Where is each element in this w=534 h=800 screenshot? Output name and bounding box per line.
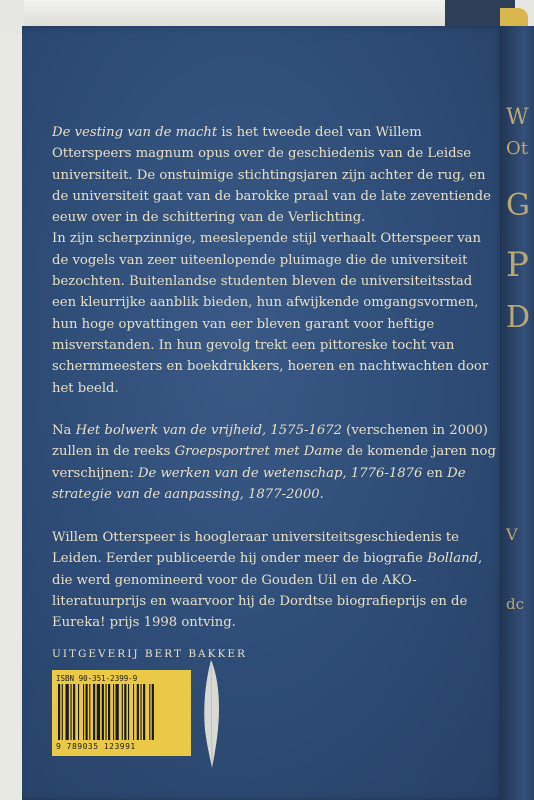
barcode-label (52, 670, 191, 756)
barcode-number: 9 789035 123991 (56, 742, 136, 751)
isbn-text: ISBN 90-351-2399-9 (56, 674, 138, 683)
spine-letter-1: W (506, 105, 529, 130)
series-title-2: De werken van de wetenschap, 1776-1876 (137, 465, 423, 481)
spine-letter-7: dc (506, 595, 525, 613)
publisher-name: UITGEVERIJ BERT BAKKER (52, 648, 247, 660)
blurb-paragraph-3 (52, 420, 498, 505)
blurb-text-2: In zijn scherpzinnige, meeslepende stijl verhaalt Otterspeer van de vogels van zeer uiteenlopende pluimage die de universiteit bezochten. Buitenlandse studenten bleven de universiteitsstad een kleurrijke aanblik bieden, hun afwijkende omgangsvormen, hun hoge opvattingen van eer bleven garant voor heftige misverstanden. In hun gevolg trekt een pittoreske tocht van schermmeesters en boekdrukkers, hoeren en nachtwachten door het beeld. (52, 231, 489, 396)
bio-text-a: Willem Otterspeer is hoogleraar universiteitsgeschiedenis te Leiden. Eerder publiceerde hij onder meer de biografie (52, 530, 459, 567)
spine-letter-3: G (506, 188, 530, 223)
barcode-bar (141, 684, 142, 740)
barcode-bar (124, 684, 126, 740)
barcode-bar (122, 684, 123, 740)
barcode-bar (89, 684, 90, 740)
blurb-text-1: is het tweede deel van Willem Otterspeers magnum opus over de geschiedenis van de Leidse universiteit. De onstuimige stichtingsjaren zijn achter de rug, en de universiteit gaat van de barokke praal van de late zeventiende eeuw over in de schittering van de Verlichting. (52, 125, 491, 226)
barcode-bar (137, 684, 139, 740)
series-title-1: Het bolwerk van de vrijheid, 1575-1672 (75, 423, 342, 438)
barcode-bar (108, 684, 110, 740)
barcode-bar (102, 684, 104, 740)
spine-letter-5: D (506, 300, 531, 335)
barcode-bar (128, 684, 129, 740)
quill-feather-icon (197, 658, 227, 770)
barcode-bar (133, 684, 134, 740)
author-bio (52, 527, 498, 633)
blurb-paragraph-1 (52, 122, 498, 399)
barcode-bar (86, 684, 88, 740)
series-title-3: De strategie van de aanpassing, 1877-2000 (52, 465, 466, 502)
barcode-bar (113, 684, 114, 740)
blurb-text-3e: . (319, 486, 324, 502)
barcode-bar (73, 684, 75, 740)
book-title: De vesting van de macht (52, 125, 218, 140)
barcode-bar (116, 684, 119, 740)
blurb-text-3a: Na (52, 423, 76, 438)
barcode-bars (58, 684, 183, 740)
barcode-bar (58, 684, 60, 740)
barcode-bar (97, 684, 100, 740)
bio-text-b: , die werd genomineerd voor de Gouden Uil en de AKO-literatuurprijs en waarvoor hij de Dordtse biografieprijs en de Eureka! prijs 1998 ontving. (52, 551, 483, 631)
spine-letter-6: V (506, 525, 518, 544)
barcode-bar (71, 684, 72, 740)
series-name: Groepsportret met Dame (174, 444, 343, 460)
bio-book-title: Bolland (427, 551, 479, 567)
barcode-bar (62, 684, 63, 740)
barcode-bar (78, 684, 79, 740)
blurb-text-3b: (verschenen in 2000) zullen in de reeks (52, 423, 488, 460)
spine-letter-2: Ot (506, 138, 528, 159)
blurb-text-3d: en (422, 465, 448, 481)
spine-letter-4: P (506, 245, 529, 285)
barcode-bar (83, 684, 84, 740)
barcode-bar (93, 684, 95, 740)
barcode-bar (152, 684, 154, 740)
barcode-bar (149, 684, 150, 740)
barcode-bar (106, 684, 107, 740)
barcode-bar (66, 684, 69, 740)
blurb-text-3c: de komende jaren nog verschijnen: (52, 444, 496, 481)
barcode-bar (143, 684, 145, 740)
